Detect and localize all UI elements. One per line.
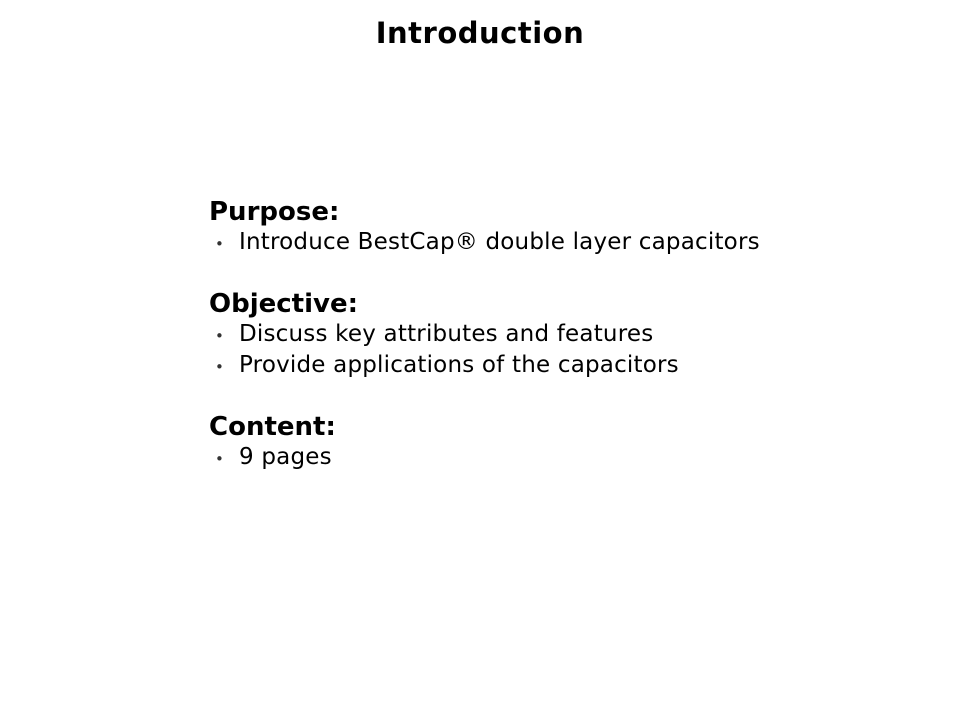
bullet-icon: • xyxy=(215,358,224,376)
bullet-text: 9 pages xyxy=(239,444,332,470)
section-heading: Content: xyxy=(209,412,336,442)
bullet-text: Discuss key attributes and features xyxy=(239,321,654,347)
section-heading: Purpose: xyxy=(209,197,340,227)
section-objective xyxy=(209,288,869,382)
bullet-icon: • xyxy=(215,450,224,468)
section-heading: Objective: xyxy=(209,289,358,319)
section-content xyxy=(209,411,869,474)
bullet-icon: • xyxy=(215,235,224,253)
bullet-item xyxy=(209,351,869,382)
bullet-item xyxy=(209,443,869,474)
bullet-text: Provide applications of the capacitors xyxy=(239,352,679,378)
bullet-text: Introduce BestCap® double layer capacitors xyxy=(239,229,760,255)
bullet-item xyxy=(209,320,869,351)
slide-title: Introduction xyxy=(375,16,585,50)
bullet-icon: • xyxy=(215,327,224,345)
slide-body xyxy=(209,196,869,503)
bullet-item xyxy=(209,228,869,259)
section-purpose xyxy=(209,196,869,259)
